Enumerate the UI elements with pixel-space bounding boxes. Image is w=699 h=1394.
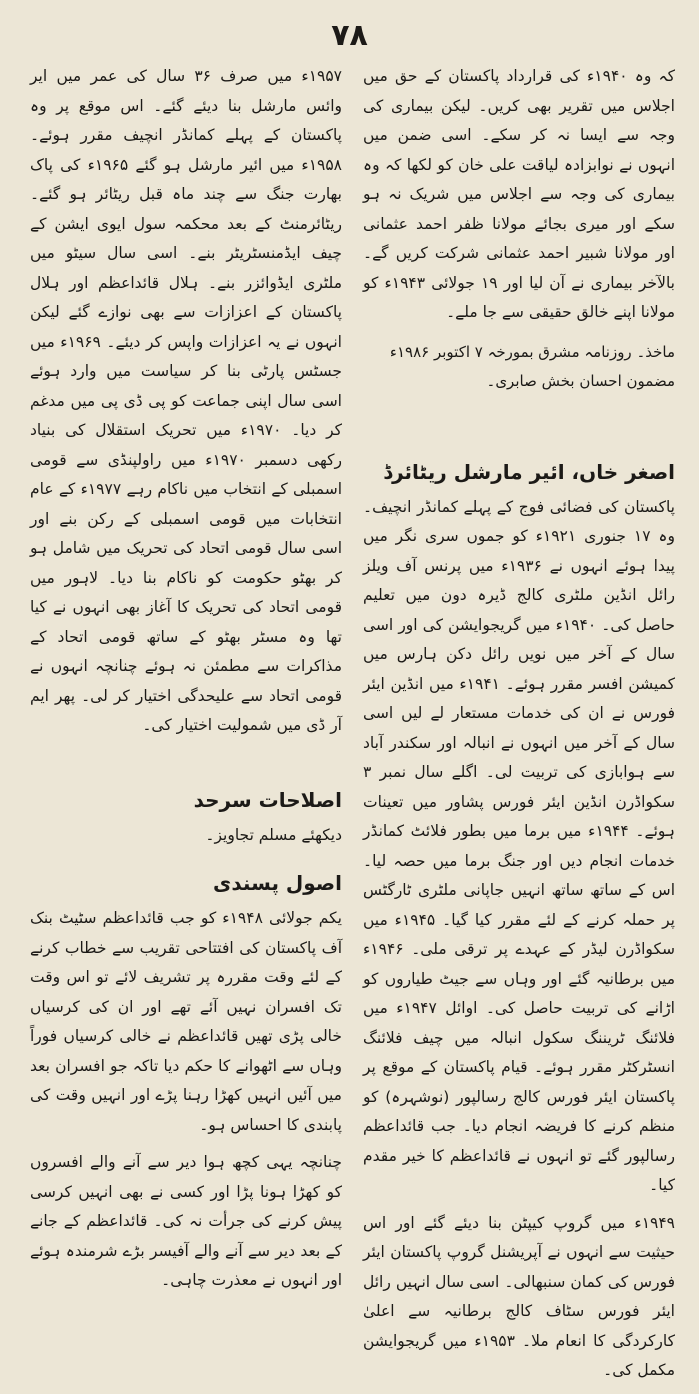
entry-heading-usool-pasandi: اصول پسندی xyxy=(213,871,342,895)
entry-heading-asghar-khan: اصغر خاں، ائیر مارشل ریٹائرڈ xyxy=(383,459,675,484)
see-also-note: دیکھئے مسلم تجاویز۔ xyxy=(205,825,342,844)
right-column xyxy=(363,62,675,1394)
left-column xyxy=(30,62,342,1304)
usool-paragraph-continued: چنانچہ یہی کچھ ہوا دیر سے آنے والے افسروں کو کھڑا ہونا پڑا اور کسی نے بھی انہیں کرسی پیش کرنے کی جرأت نہ کی۔ قائداعظم کے جانے کے بعد دیر سے آنے والے آفیسر بڑے شرمندہ ہوئے اور انہوں نے معذرت چاہی۔ xyxy=(30,1153,342,1289)
source-line: ماخذ۔ روزنامہ مشرق بمورخہ ۷ اکتوبر ۱۹۸۶ء xyxy=(389,342,675,361)
entry-body-continued: ۱۹۴۹ء میں گروپ کیپٹن بنا دیئے گئے اور اس حیثیت سے انہوں نے آپریشنل گروپ پاکستان ایئر فورس کی کمان سنبھالی۔ اسی سال انہیں رائل ایئر فورس سٹاف کالج برطانیہ سے اعلیٰ کارکردگی کا انعام ملا۔ ۱۹۵۳ء میں گریجوایشن مکمل کی۔ xyxy=(363,1213,675,1379)
entry-body: پاکستان کی فضائی فوج کے پہلے کمانڈر انچیف۔ وہ ۱۷ جنوری ۱۹۲۱ء کو جموں سری نگر میں پیدا ہوئے انہوں نے ۱۹۳۶ء میں پرنس آف ویلز رائل انڈین ملٹری کالج ڈیرہ دون میں تعلیم حاصل کی۔ ۱۹۴۰ء میں گریجوایشن کی اور اسی سال کے آخر میں نویں رائل دکن ہارس میں کمیشن افسر مقرر ہوئے۔ ۱۹۴۱ء میں انڈین ایئر فورس نے ان کی خدمات مستعار لے لیں اسی سال کے آخر میں انہوں نے انبالہ اور سکندر آباد سے ہوابازی کی تربیت لی۔ اگلے سال نمبر ۳ سکواڈرن انڈین ایئر فورس پشاور میں تعینات ہوئے۔ ۱۹۴۴ء میں برما میں بطور فلائٹ کمانڈر خدمات انجام دیں اور جنگ برما میں حصہ لیا۔ اس کے ساتھ ساتھ انہیں جاپانی ملٹری ٹارگٹس پر حملہ کرنے کے لئے مقرر کیا گیا۔ ۱۹۴۵ء میں سکواڈرن لیڈر کے عہدے پر ترقی ملی۔ ۱۹۴۶ء میں برطانیہ گئے اور وہاں سے جیٹ طیاروں کو اڑانے کی تربیت حاصل کی۔ اوائل ۱۹۴۷ء میں فلائنگ ٹریننگ سکول انبالہ میں چیف فلائنگ انسٹرکٹر مقرر ہوئے۔ قیام پاکستان کے موقع پر پاکستان ایئر فورس کالج رسالپور (نوشہرہ) کو منظم کرنے کا فریضہ انجام دیا۔ جب قائداعظم رسالپور گئے تو انہوں نے قائداعظم کا خیر مقدم کیا۔ xyxy=(363,497,675,1194)
entry-heading-islahat-sarhad: اصلاحات سرحد xyxy=(193,787,342,812)
source-author-line: مضمون احسان بخش صابری۔ xyxy=(486,372,675,390)
page-number: ۷۸ xyxy=(331,18,368,53)
continued-paragraph: ۱۹۵۷ء میں صرف ۳۶ سال کی عمر میں ایر وائس مارشل بنا دیئے گئے۔ اس موقع پر وہ پاکستان کے پہلے کمانڈر انچیف مقرر ہوئے۔ ۱۹۵۸ء میں ائیر مارشل ہو گئے ۱۹۶۵ء کی پاک بھارت جنگ سے چند ماہ قبل ریٹائر ہو گئے۔ ریٹائرمنٹ کے بعد محکمہ سول ایوی ایشن کے چیف ایڈمنسٹریٹر بنے۔ اسی سال سیٹو میں ملٹری ایڈوائزر بنے۔ ہلال قائداعظم اور ہلال پاکستان کے اعزازات سے بھی نوازے گئے لیکن انہوں نے یہ اعزازات واپس کر دیئے۔ ۱۹۶۹ء میں جسٹس پارٹی بنا کر سیاست میں وارد ہوئے اسی سال اپنی جماعت کو پی ڈی پی میں مدغم کر دیا۔ ۱۹۷۰ء میں تحریک استقلال کی بنیاد رکھی دسمبر ۱۹۷۰ء میں راولپنڈی سے قومی اسمبلی کے انتخاب میں ناکام رہے ۱۹۷۷ء کے عام انتخابات میں قومی اسمبلی کے رکن بنے اور اسی سال قومی اتحاد کی تحریک میں شامل ہو کر بھٹو حکومت کو ناکام بنا دیا۔ لاہور میں قومی اتحاد کی تحریک کا آغاز بھی انہوں نے کیا تھا وہ مسٹر بھٹو کے ساتھ قومی اتحاد کے مذاکرات سے مطمئن نہ ہوئے چنانچہ انہوں نے قومی اتحاد سے علیحدگی اختیار کر لی۔ پھر ایم آر ڈی میں شمولیت اختیار کی۔ xyxy=(30,67,342,734)
usool-paragraph: یکم جولائی ۱۹۴۸ء کو جب قائداعظم سٹیٹ بنک آف پاکستان کی افتتاحی تقریب سے خطاب کرنے کے لئے وقت مقررہ پر تشریف لائے تو اس وقت تک افسران نہیں آئے تھے اور ان کی کرسیاں خالی پڑی تھیں قائداعظم نے خالی کرسیاں فوراً وہاں سے اٹھوانے کا حکم دیا تاکہ جو افسران بعد میں آئیں انہیں کھڑا رہنا پڑے اور انہیں وقت کی پابندی کا احساس ہو۔ xyxy=(30,909,342,1134)
intro-paragraph: کہ وہ ۱۹۴۰ء کی قرارداد پاکستان کے حق میں اجلاس میں تقریر بھی کریں۔ لیکن بیماری کی وجہ سے ایسا نہ کر سکے۔ اسی ضمن میں انہوں نے نوابزادہ لیاقت علی خان کو لکھا کہ وہ بیماری کی وجہ سے اجلاس میں شریک نہ ہو سکے اور میری بجائے مولانا ظفر احمد عثمانی اور مولانا شبیر احمد عثمانی شرکت کریں گے۔ بالآخر بیماری نے آن لیا اور ۱۹ جولائی ۱۹۴۳ء کو مولانا اپنے خالق حقیقی سے جا ملے۔ xyxy=(363,67,675,321)
